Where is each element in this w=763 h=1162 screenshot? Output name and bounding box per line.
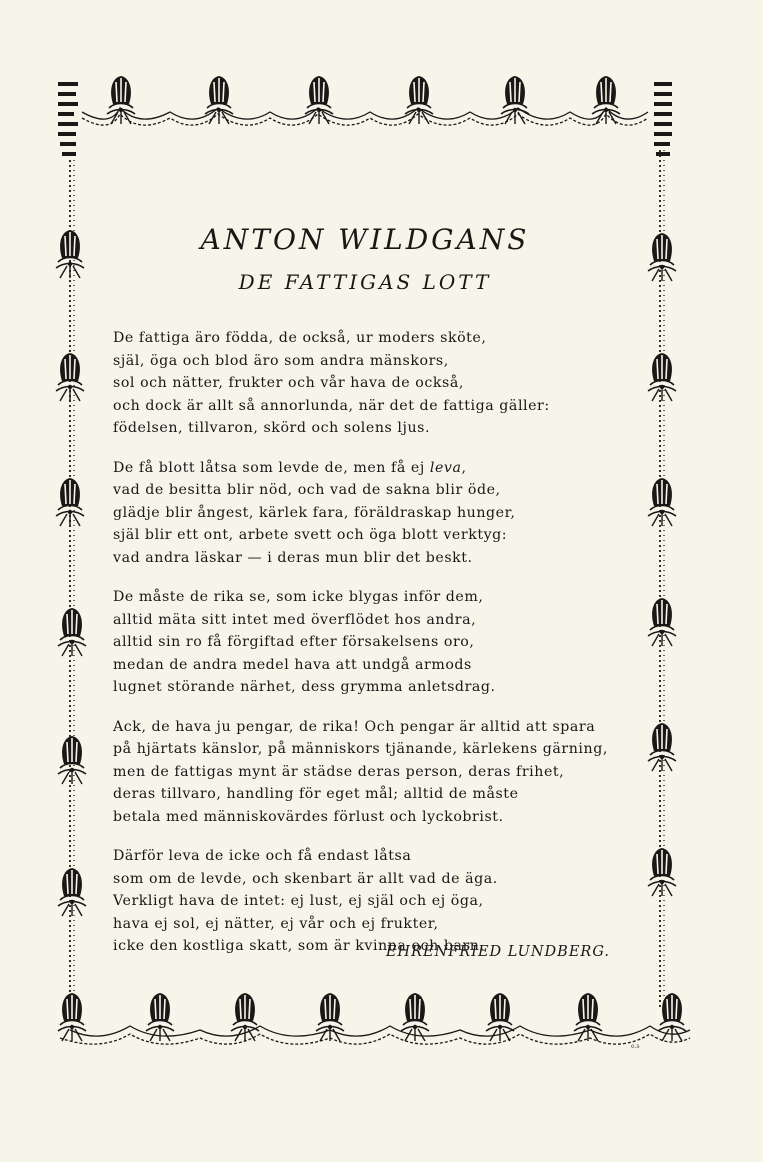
poem-line: medan de andra medel hava att undgå armods	[113, 656, 472, 673]
poem-line: som om de levde, och skenbart är allt vad de äga.	[113, 870, 498, 887]
poem-line: sol och nätter, frukter och vår hava de också,	[113, 375, 464, 391]
poem-line: De måste de rika se, som icke blygas inför dem,	[113, 589, 484, 605]
stanza-5	[113, 845, 613, 958]
corner-mark: e.s	[631, 1043, 640, 1050]
poem-line: hava ej sol, ej nätter, ej vår och ej frukter,	[113, 915, 439, 932]
poem-line: vad de besitta blir nöd, och vad de sakna blir öde,	[113, 482, 501, 498]
poem-line: vad andra läskar — i deras mun blir det beskt.	[113, 549, 473, 566]
poem-line: De få blott låtsa som levde de, men få ej leva,	[113, 459, 467, 476]
stanza-2	[113, 457, 613, 570]
translator-signature: EHRENFRIED LUNDBERG.	[385, 944, 610, 960]
poem-line: på hjärtats känslor, på människors tjänande, kärlekens gärning,	[113, 741, 608, 757]
poem-title: DE FATTIGAS LOTT	[238, 270, 492, 294]
poem-line: Ack, de hava ju pengar, de rika! Och pengar är alltid att spara	[113, 718, 596, 735]
poem-line: lugnet störande närhet, dess grymma anletsdrag.	[113, 679, 496, 695]
stanza-4	[113, 716, 613, 829]
poem-line: De fattiga äro födda, de också, ur moders sköte,	[113, 330, 487, 346]
poem-line: alltid sin ro få förgiftad efter försakelsens oro,	[113, 634, 475, 650]
poem-line: icke den kostliga skatt, som är kvinna och barn.	[113, 938, 485, 954]
stanza-1	[113, 327, 613, 440]
poem-line: Verkligt hava de intet: ej lust, ej själ och ej öga,	[113, 893, 484, 909]
poem-body	[113, 327, 613, 975]
stanza-3	[113, 586, 613, 699]
poem-line: glädje blir ångest, kärlek fara, föräldraskap hunger,	[113, 504, 516, 521]
poem-line: alltid mäta sitt intet med överflödet hos andra,	[113, 611, 477, 628]
poem-line: och dock är allt så annorlunda, när det de fattiga gäller:	[113, 397, 550, 414]
poem-line: men de fattigas mynt är städse deras person, deras frihet,	[113, 763, 565, 780]
poem-line: själ, öga och blod äro som andra mänskors,	[113, 352, 449, 369]
poem-author: ANTON WILDGANS	[200, 223, 530, 256]
poem-line: födelsen, tillvaron, skörd och solens ljus.	[113, 420, 431, 436]
poem-line: själ blir ett ont, arbete svett och öga blott verktyg:	[113, 527, 508, 543]
poem-line: betala med människovärdes förlust och lyckobrist.	[113, 808, 504, 825]
poem-line: deras tillvaro, handling för eget mål; alltid de måste	[113, 786, 519, 802]
poem-line: Därför leva de icke och få endast låtsa	[113, 848, 412, 864]
